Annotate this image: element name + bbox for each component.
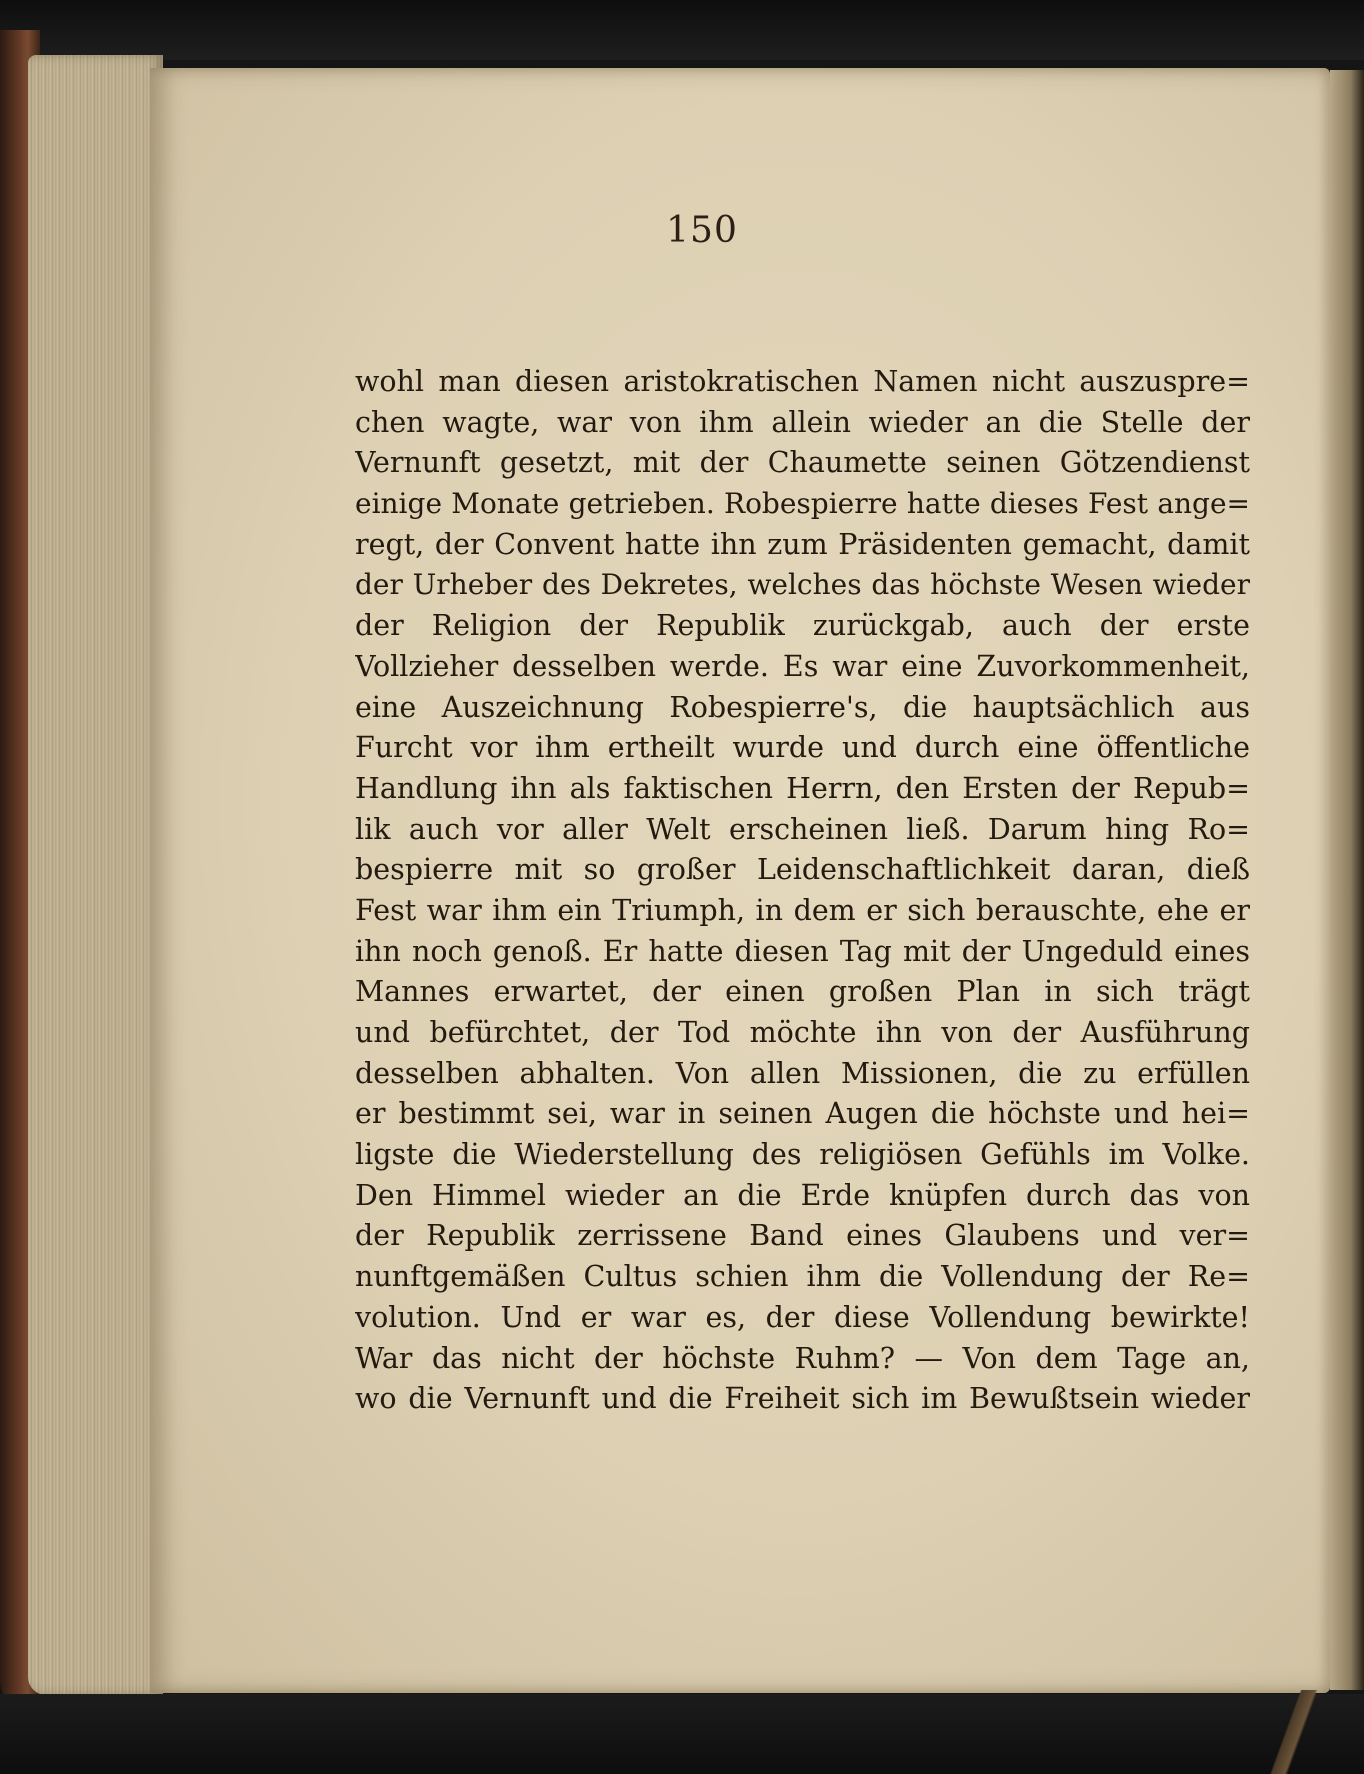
bookmark-ribbon <box>1270 1690 1340 1774</box>
text-line: regt, der Convent hatte ihn zum Präsidenten gemacht, damit <box>355 527 1250 561</box>
text-line: bespierre mit so großer Leidenschaftlichkeit daran, dieß <box>355 853 1250 887</box>
text-line: Mannes erwartet, der einen großen Plan in sich trägt <box>355 975 1250 1009</box>
text-line: War das nicht der höchste Ruhm? — Von dem Tage an, <box>355 1341 1250 1375</box>
text-line: volution. Und er war es, der diese Vollendung bewirkte! <box>355 1300 1250 1334</box>
page-stack-edge <box>28 55 163 1695</box>
text-line: nunftgemäßen Cultus schien ihm die Vollendung der Re= <box>355 1260 1250 1294</box>
text-line: lik auch vor aller Welt erscheinen ließ. Darum hing Ro= <box>355 812 1250 846</box>
right-page-edge <box>1330 70 1364 1690</box>
top-edge <box>0 0 1364 60</box>
page-text <box>355 362 1250 1420</box>
text-line: Handlung ihn als faktischen Herrn, den Ersten der Repub= <box>355 771 1250 805</box>
text-line: einige Monate getrieben. Robespierre hatte dieses Fest ange= <box>355 487 1250 521</box>
text-line: desselben abhalten. Von allen Missionen, die zu erfüllen <box>355 1056 1250 1090</box>
text-line: ihn noch genoß. Er hatte diesen Tag mit der Ungeduld eines <box>355 934 1250 968</box>
text-line: wo die Vernunft und die Freiheit sich im Bewußtsein wieder <box>355 1382 1250 1416</box>
text-line: der Religion der Republik zurückgab, auch der erste <box>355 609 1250 643</box>
text-line: Fest war ihm ein Triumph, in dem er sich berauschte, ehe er <box>355 893 1250 927</box>
text-line: der Republik zerrissene Band eines Glaubens und ver= <box>355 1219 1250 1253</box>
text-line: chen wagte, war von ihm allein wieder an die Stelle der <box>355 405 1250 439</box>
text-line: und befürchtet, der Tod möchte ihn von der Ausführung <box>355 1016 1250 1049</box>
text-line: er bestimmt sei, war in seinen Augen die höchste und hei= <box>355 1097 1250 1131</box>
text-line: ligste die Wiederstellung des religiösen Gefühls im Volke. <box>355 1138 1250 1172</box>
text-line: Vernunft gesetzt, mit der Chaumette seinen Götzendienst <box>355 446 1250 480</box>
text-line: wohl man diesen aristokratischen Namen nicht auszuspre= <box>355 365 1250 398</box>
text-line: Den Himmel wieder an die Erde knüpfen durch das von <box>355 1178 1250 1212</box>
text-line: der Urheber des Dekretes, welches das höchste Wesen wieder <box>355 568 1250 602</box>
page-number: 150 <box>666 210 738 251</box>
text-line: eine Auszeichnung Robespierre's, die hauptsächlich aus <box>355 690 1250 724</box>
bottom-edge <box>0 1694 1364 1774</box>
text-line: Vollzieher desselben werde. Es war eine Zuvorkommenheit, <box>355 649 1250 683</box>
text-line: Furcht vor ihm ertheilt wurde und durch eine öffentliche <box>355 731 1250 765</box>
